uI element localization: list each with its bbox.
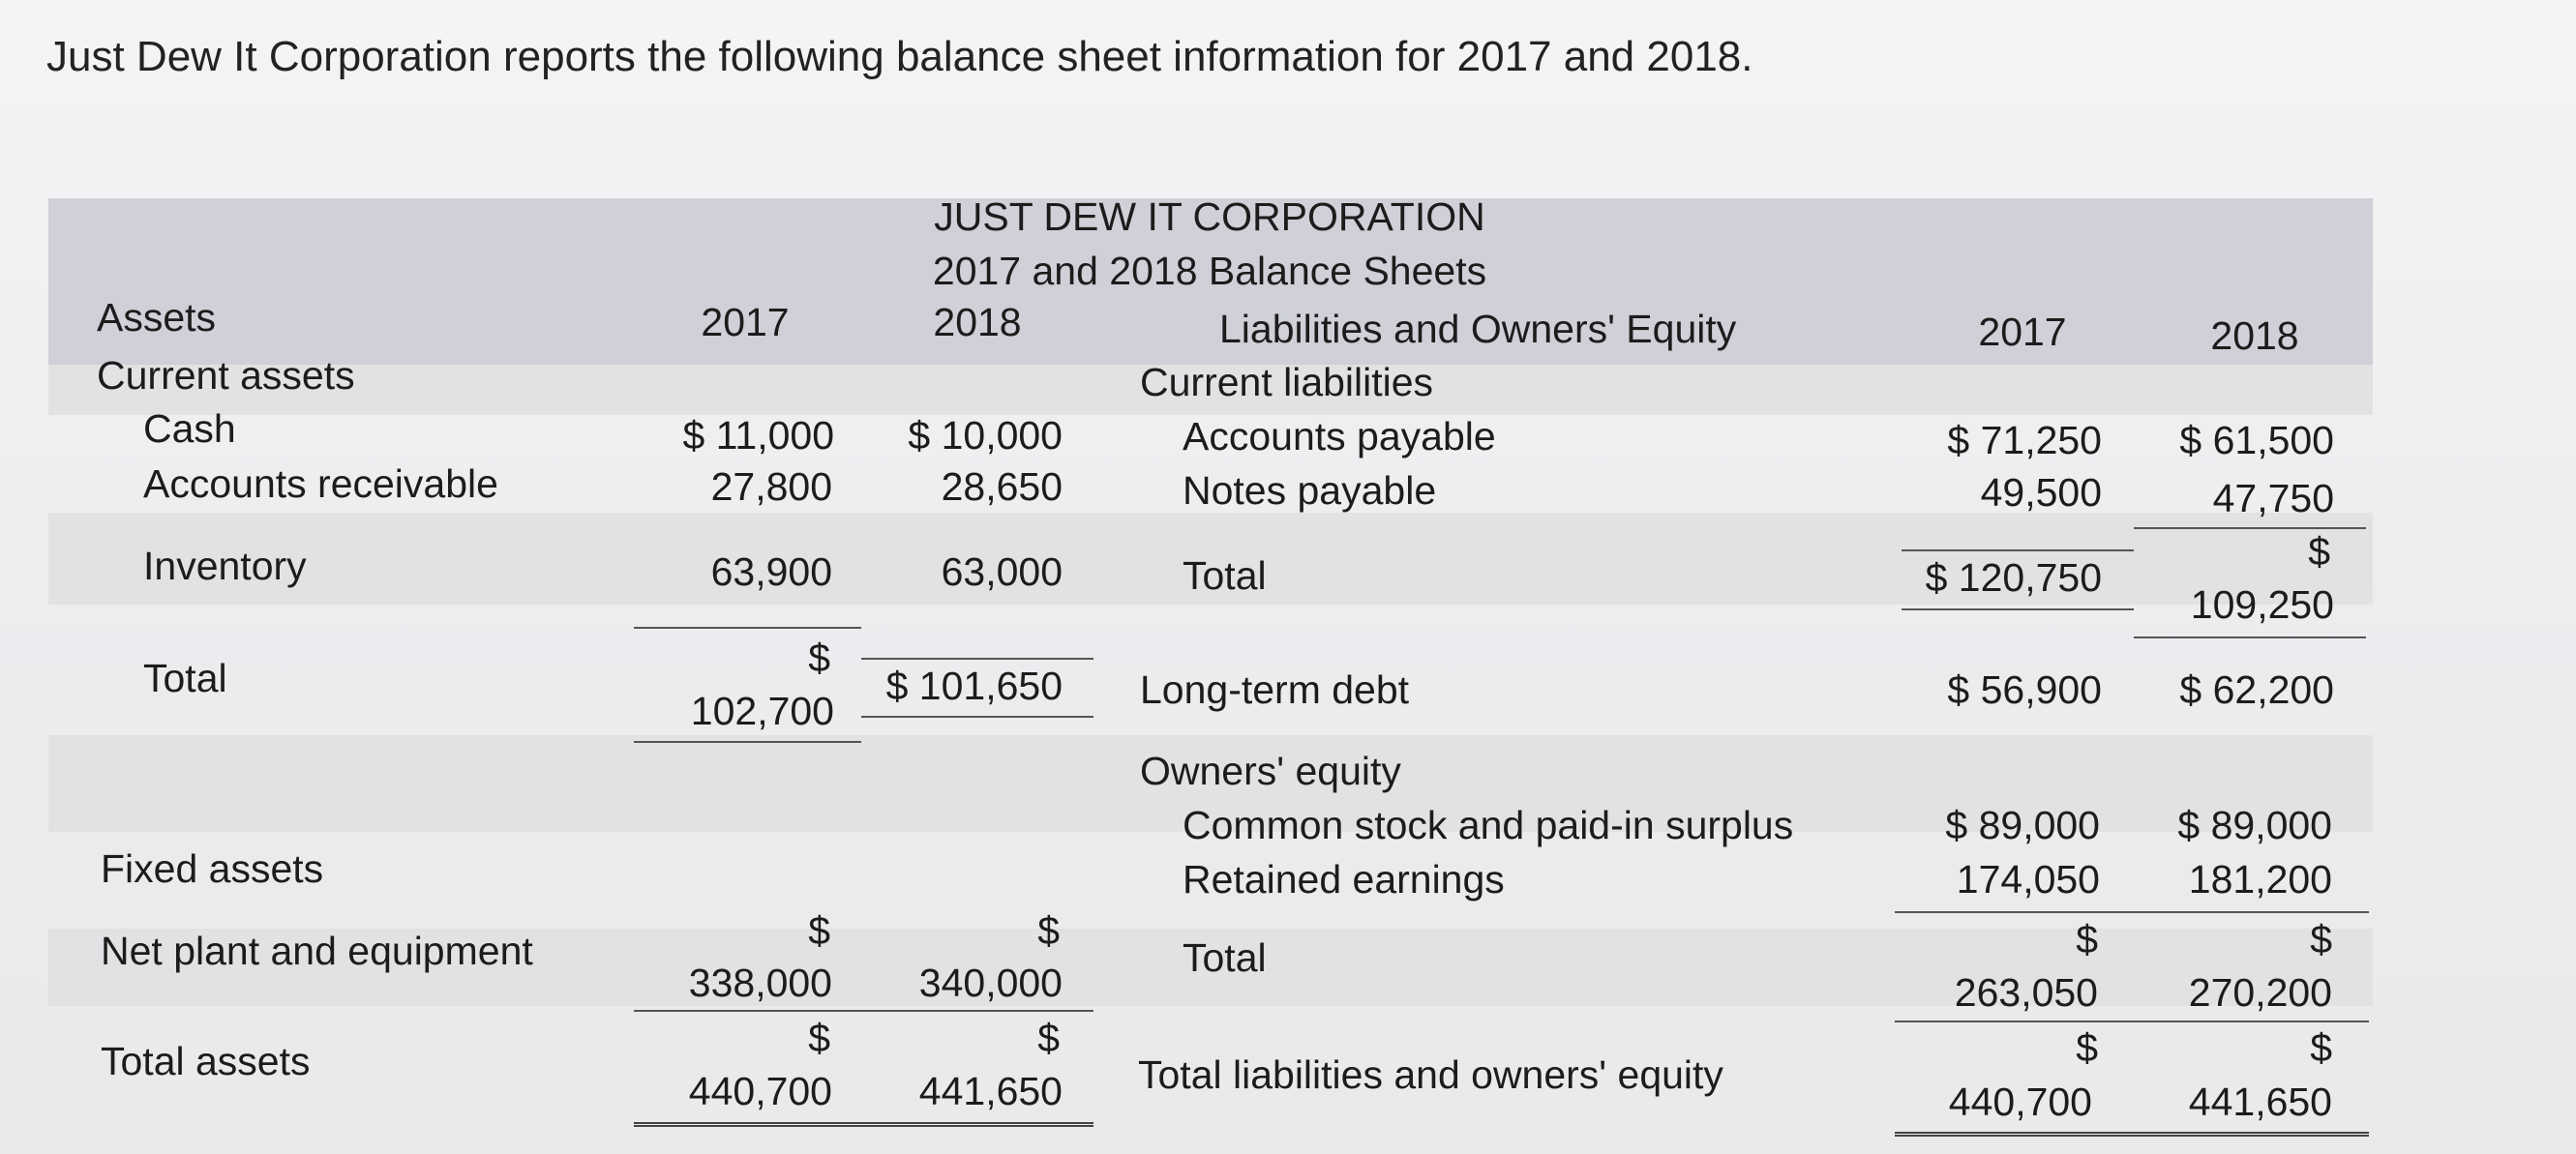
cl-total-label: Total [1183, 553, 1267, 598]
year-2017-assets: 2017 [701, 300, 790, 344]
total-assets-2017-symbol: $ [808, 1016, 830, 1060]
rule [1902, 549, 2134, 551]
total-liab-equity-2017-symbol: $ [2076, 1025, 2098, 1070]
rule [1902, 608, 2134, 610]
np-2018: 47,750 [2212, 476, 2334, 520]
ap-2017: $ 71,250 [1947, 418, 2102, 462]
retained-earnings-2017: 174,050 [1956, 857, 2100, 902]
equity-total-label: Total [1183, 935, 1267, 980]
total-assets-label: Total assets [101, 1039, 311, 1083]
np-label: Notes payable [1183, 468, 1437, 513]
intro-text: Just Dew It Corporation reports the following balance sheet information for 2017 and 2018. [46, 33, 1753, 80]
cl-total-2017: $ 120,750 [1925, 555, 2102, 600]
table-title: JUST DEW IT CORPORATION [934, 194, 1485, 239]
rule [2134, 527, 2366, 529]
total-liab-equity-2018: 441,650 [2188, 1080, 2332, 1124]
year-2018-assets: 2018 [933, 300, 1022, 344]
rule [634, 1010, 1093, 1012]
ltd-label: Long-term debt [1140, 667, 1410, 712]
total-liab-equity-2017: 440,700 [1948, 1080, 2092, 1124]
total-assets-2017: 440,700 [688, 1069, 832, 1113]
net-plant-2018-symbol: $ [1037, 908, 1060, 953]
inventory-2018: 63,000 [941, 549, 1063, 594]
equity-total-2018: 270,200 [2188, 970, 2332, 1015]
common-stock-label: Common stock and paid-in surplus [1183, 803, 1794, 847]
inventory-label: Inventory [143, 544, 307, 588]
cash-2018: $ 10,000 [908, 413, 1063, 458]
net-plant-label: Net plant and equipment [101, 929, 533, 973]
total-liab-equity-2018-symbol: $ [2310, 1025, 2332, 1070]
net-plant-2018: 340,000 [918, 961, 1063, 1005]
total-assets-2018-symbol: $ [1037, 1016, 1060, 1060]
ar-2018: 28,650 [941, 464, 1063, 509]
ap-label: Accounts payable [1183, 414, 1496, 459]
cl-total-2018-symbol: $ [2308, 529, 2330, 574]
rule [634, 741, 861, 743]
table-subtitle: 2017 and 2018 Balance Sheets [932, 249, 1487, 293]
common-stock-2018: $ 89,000 [2177, 803, 2332, 847]
year-2018-liab: 2018 [2210, 313, 2299, 358]
ltd-2018: $ 62,200 [2179, 667, 2334, 712]
fixed-assets-label: Fixed assets [101, 846, 324, 891]
total-liab-equity-label: Total liabilities and owners' equity [1138, 1052, 1723, 1097]
common-stock-2017: $ 89,000 [1945, 803, 2100, 847]
retained-earnings-2018: 181,200 [2188, 857, 2332, 902]
net-plant-2017-symbol: $ [808, 908, 830, 953]
double-rule [1895, 1132, 2369, 1137]
rule [1895, 911, 2369, 913]
current-assets-label: Current assets [97, 353, 355, 398]
retained-earnings-label: Retained earnings [1183, 857, 1505, 902]
ar-label: Accounts receivable [143, 461, 498, 506]
ca-total-label: Total [143, 656, 227, 700]
ca-total-2017-symbol: $ [808, 636, 830, 680]
ar-2017: 27,800 [710, 464, 832, 509]
rule [634, 627, 861, 629]
equity-total-2017: 263,050 [1954, 970, 2098, 1015]
year-2017-liab: 2017 [1978, 310, 2067, 354]
rule [861, 658, 1093, 660]
net-plant-2017: 338,000 [688, 961, 832, 1005]
total-assets-2018: 441,650 [918, 1069, 1063, 1113]
equity-total-2018-symbol: $ [2310, 917, 2332, 962]
ca-total-2018: $ 101,650 [885, 664, 1063, 708]
assets-header: Assets [97, 295, 217, 340]
rule [1895, 1021, 2369, 1022]
double-rule [634, 1122, 1093, 1127]
equity-total-2017-symbol: $ [2076, 917, 2098, 962]
rule [2134, 636, 2366, 638]
current-liabilities-label: Current liabilities [1140, 360, 1434, 404]
rule [861, 716, 1093, 718]
inventory-2017: 63,900 [710, 549, 832, 594]
np-2017: 49,500 [1980, 470, 2102, 515]
ca-total-2017: 102,700 [690, 689, 834, 733]
owners-equity-label: Owners' equity [1140, 749, 1401, 793]
ltd-2017: $ 56,900 [1947, 667, 2102, 712]
cash-label: Cash [143, 406, 236, 451]
cash-2017: $ 11,000 [682, 413, 834, 458]
cl-total-2018: 109,250 [2190, 582, 2334, 627]
ap-2018: $ 61,500 [2179, 418, 2334, 462]
liabilities-header: Liabilities and Owners' Equity [1219, 307, 1737, 351]
